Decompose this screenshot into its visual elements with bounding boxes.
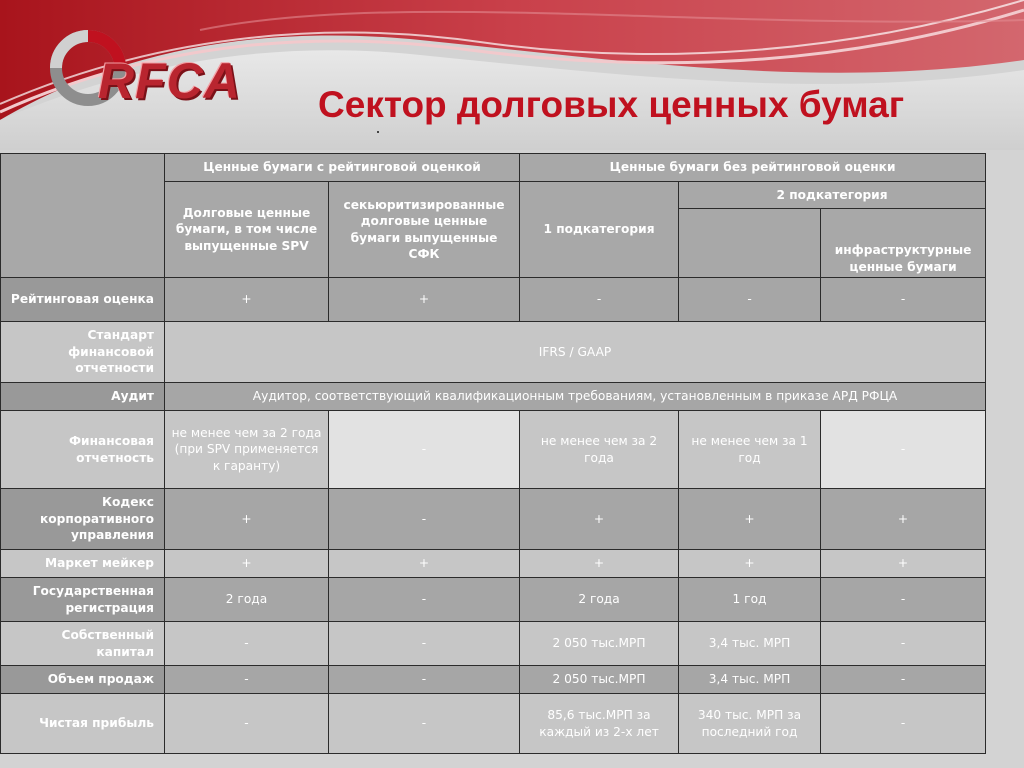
cell: не менее чем за 1 год [679, 411, 821, 489]
cell: - [329, 411, 520, 489]
table-row [1, 694, 986, 754]
table-row [1, 154, 986, 182]
cell: не менее чем за 2 года [520, 411, 679, 489]
row-label-sales-volume: Объем продаж [1, 666, 165, 694]
cell: + [679, 550, 821, 578]
cell: 3,4 тыс. МРП [679, 666, 821, 694]
table-row [1, 278, 986, 322]
header-unrated-group: Ценные бумаги без рейтинговой оценки [520, 154, 986, 182]
cell: - [821, 278, 986, 322]
header-subcategory-2-blank [679, 209, 821, 278]
cell: - [329, 622, 520, 666]
corner-cell [1, 154, 165, 278]
header-infrastructure: инфраструктурные ценные бумаги [821, 209, 986, 278]
table-row [1, 411, 986, 489]
cell: - [821, 694, 986, 754]
header-subcategory-2: 2 подкатегория [679, 182, 986, 209]
cell: + [329, 278, 520, 322]
cell: 340 тыс. МРП за последний год [679, 694, 821, 754]
cell: - [165, 666, 329, 694]
header-debt-spv: Долговые ценные бумаги, в том числе выпущенные SPV [165, 182, 329, 278]
cell: - [821, 411, 986, 489]
row-label-state-registration: Государственная регистрация [1, 578, 165, 622]
cell: не менее чем за 2 года (при SPV применяется к гаранту) [165, 411, 329, 489]
cell-audit: Аудитор, соответствующий квалификационным требованиям, установленным в приказе АРД РФЦА [165, 383, 986, 411]
cell: + [329, 550, 520, 578]
row-label-financial-reports: Финансовая отчетность [1, 411, 165, 489]
table-row [1, 622, 986, 666]
requirements-table [0, 153, 986, 754]
cell-reporting-standard: IFRS / GAAP [165, 322, 986, 383]
cell: - [329, 666, 520, 694]
cell: 1 год [679, 578, 821, 622]
cell: - [165, 694, 329, 754]
cell: - [329, 489, 520, 550]
cell: - [520, 278, 679, 322]
table-row [1, 489, 986, 550]
cell: + [821, 489, 986, 550]
cell: 2 года [520, 578, 679, 622]
cell: + [679, 489, 821, 550]
row-label-rating: Рейтинговая оценка [1, 278, 165, 322]
cell: 3,4 тыс. МРП [679, 622, 821, 666]
cell: + [165, 550, 329, 578]
cell: 2 года [165, 578, 329, 622]
row-label-reporting-standard: Стандарт финансовой отчетности [1, 322, 165, 383]
row-label-audit: Аудит [1, 383, 165, 411]
cell: 85,6 тыс.МРП за каждый из 2-х лет [520, 694, 679, 754]
row-label-market-maker: Маркет мейкер [1, 550, 165, 578]
row-label-equity: Собственный капитал [1, 622, 165, 666]
table-row [1, 383, 986, 411]
cell: + [821, 550, 986, 578]
table-row [1, 666, 986, 694]
cell: - [329, 578, 520, 622]
cell: - [821, 578, 986, 622]
table-row [1, 322, 986, 383]
logo-wordmark: RFCA [98, 53, 241, 109]
row-label-corporate-governance: Кодекс корпоративного управления [1, 489, 165, 550]
cell: + [165, 489, 329, 550]
cell: + [520, 550, 679, 578]
row-label-net-profit: Чистая прибыль [1, 694, 165, 754]
table-row [1, 550, 986, 578]
cell: - [821, 666, 986, 694]
decorative-dot [377, 131, 379, 133]
cell: - [165, 622, 329, 666]
cell: + [165, 278, 329, 322]
cell: - [821, 622, 986, 666]
cell: 2 050 тыс.МРП [520, 666, 679, 694]
header-rated-group: Ценные бумаги с рейтинговой оценкой [165, 154, 520, 182]
cell: - [329, 694, 520, 754]
header-subcategory-1: 1 подкатегория [520, 182, 679, 278]
cell: 2 050 тыс.МРП [520, 622, 679, 666]
header-securitized: секьюритизированные долговые ценные бумаги выпущенные СФК [329, 182, 520, 278]
page-title: Сектор долговых ценных бумаг [318, 84, 905, 125]
cell: + [520, 489, 679, 550]
table-row [1, 578, 986, 622]
cell: - [679, 278, 821, 322]
